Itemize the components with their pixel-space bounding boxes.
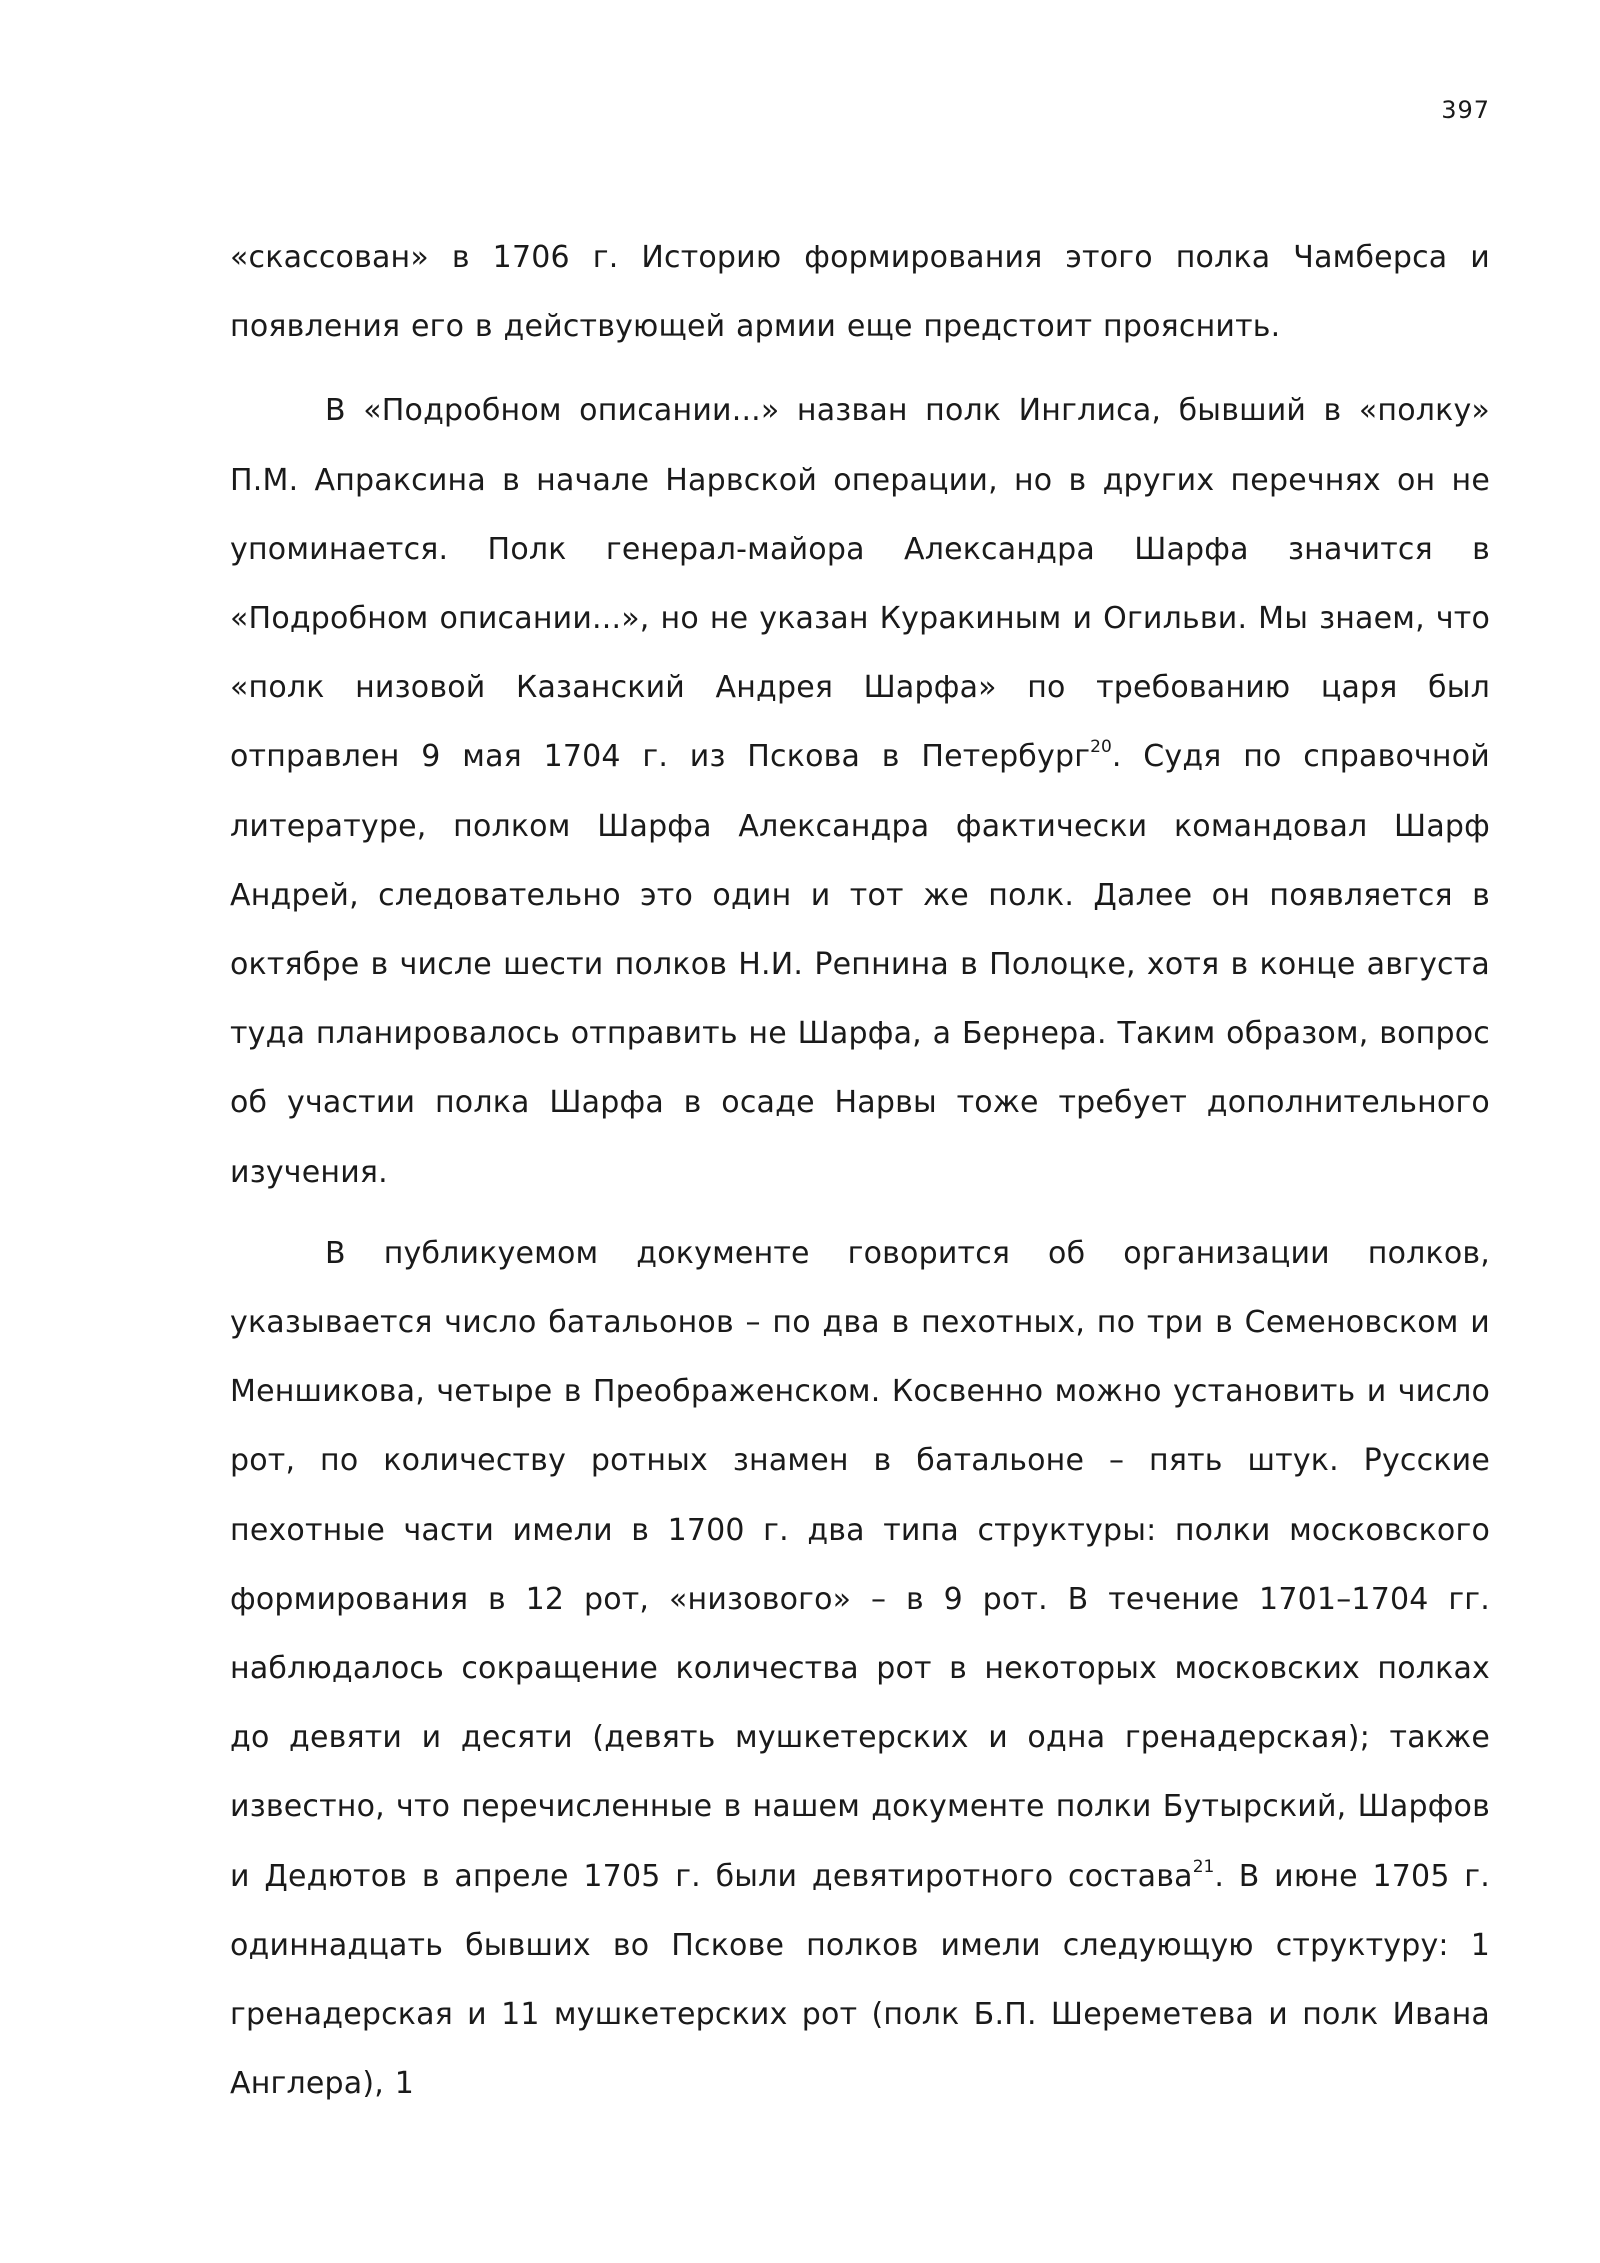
paragraph-spacer (230, 1207, 1490, 1219)
paragraph-3 (230, 1219, 1490, 2119)
paragraph-text: «скассован» в 1706 г. Историю формирования этого полка Чамберса и появления его в действующей армии еще предстоит прояснить. (230, 240, 1490, 345)
paragraph-text: . Судя по справочной литературе, полком Шарфа Александра фактически командовал Шарф Андрей, следовательно это один и тот же полк. Далее он появляется в октябре в числе шести полков Н.И. Репнина в Полоцке, хотя в конце августа туда планировалось отправить не Шарфа, а Бернера. Таким образом, вопрос об участии полка Шарфа в осаде Нарвы тоже требует дополнительного изучения. (230, 739, 1490, 1190)
page-number: 397 (1441, 96, 1490, 124)
footnote-ref-21[interactable]: 21 (1192, 1856, 1215, 1877)
paragraph-1 (230, 223, 1490, 361)
paragraph-text: В публикуемом документе говорится об организации полков, указывается число батальонов – по два в пехотных, по три в Семеновском и Меншикова, четыре в Преображенском. Косвенно можно установить и число рот, по количеству ротных знамен в батальоне – пять штук. Русские пехотные части имели в 1700 г. два типа структуры: полки московского формирования в 12 рот, «низового» – в 9 рот. В течение 1701–1704 гг. наблюдалось сокращение количества рот в некоторых московских полках до девяти и десяти (девять мушкетерских и одна гренадерская); также известно, что перечисленные в нашем документе полки Бутырский, Шарфов и Дедютов в апреле 1705 г. были девятиротного состава (230, 1235, 1490, 1894)
body-text (230, 223, 1490, 2118)
paragraph-spacer (230, 361, 1490, 376)
paragraph-2 (230, 376, 1490, 1206)
paragraph-text: В «Подробном описании...» назван полк Инглиса, бывший в «полку» П.М. Апраксина в начале Нарвской операции, но в других перечнях он не упоминается. Полк генерал-майора Александра Шарфа значится в «Подробном описании...», но не указан Куракиным и Огильви. Мы знаем, что «полк низовой Казанский Андрея Шарфа» по требованию царя был отправлен 9 мая 1704 г. из Пскова в Петербург (230, 393, 1490, 775)
footnote-ref-20[interactable]: 20 (1090, 737, 1112, 758)
paragraph-text: . В июне 1705 г. одиннадцать бывших во Пскове полков имели следующую структуру: 1 гренадерская и 11 мушкетерских рот (полк Б.П. Шереметева и полк Ивана Англера), 1 (230, 1858, 1490, 2102)
